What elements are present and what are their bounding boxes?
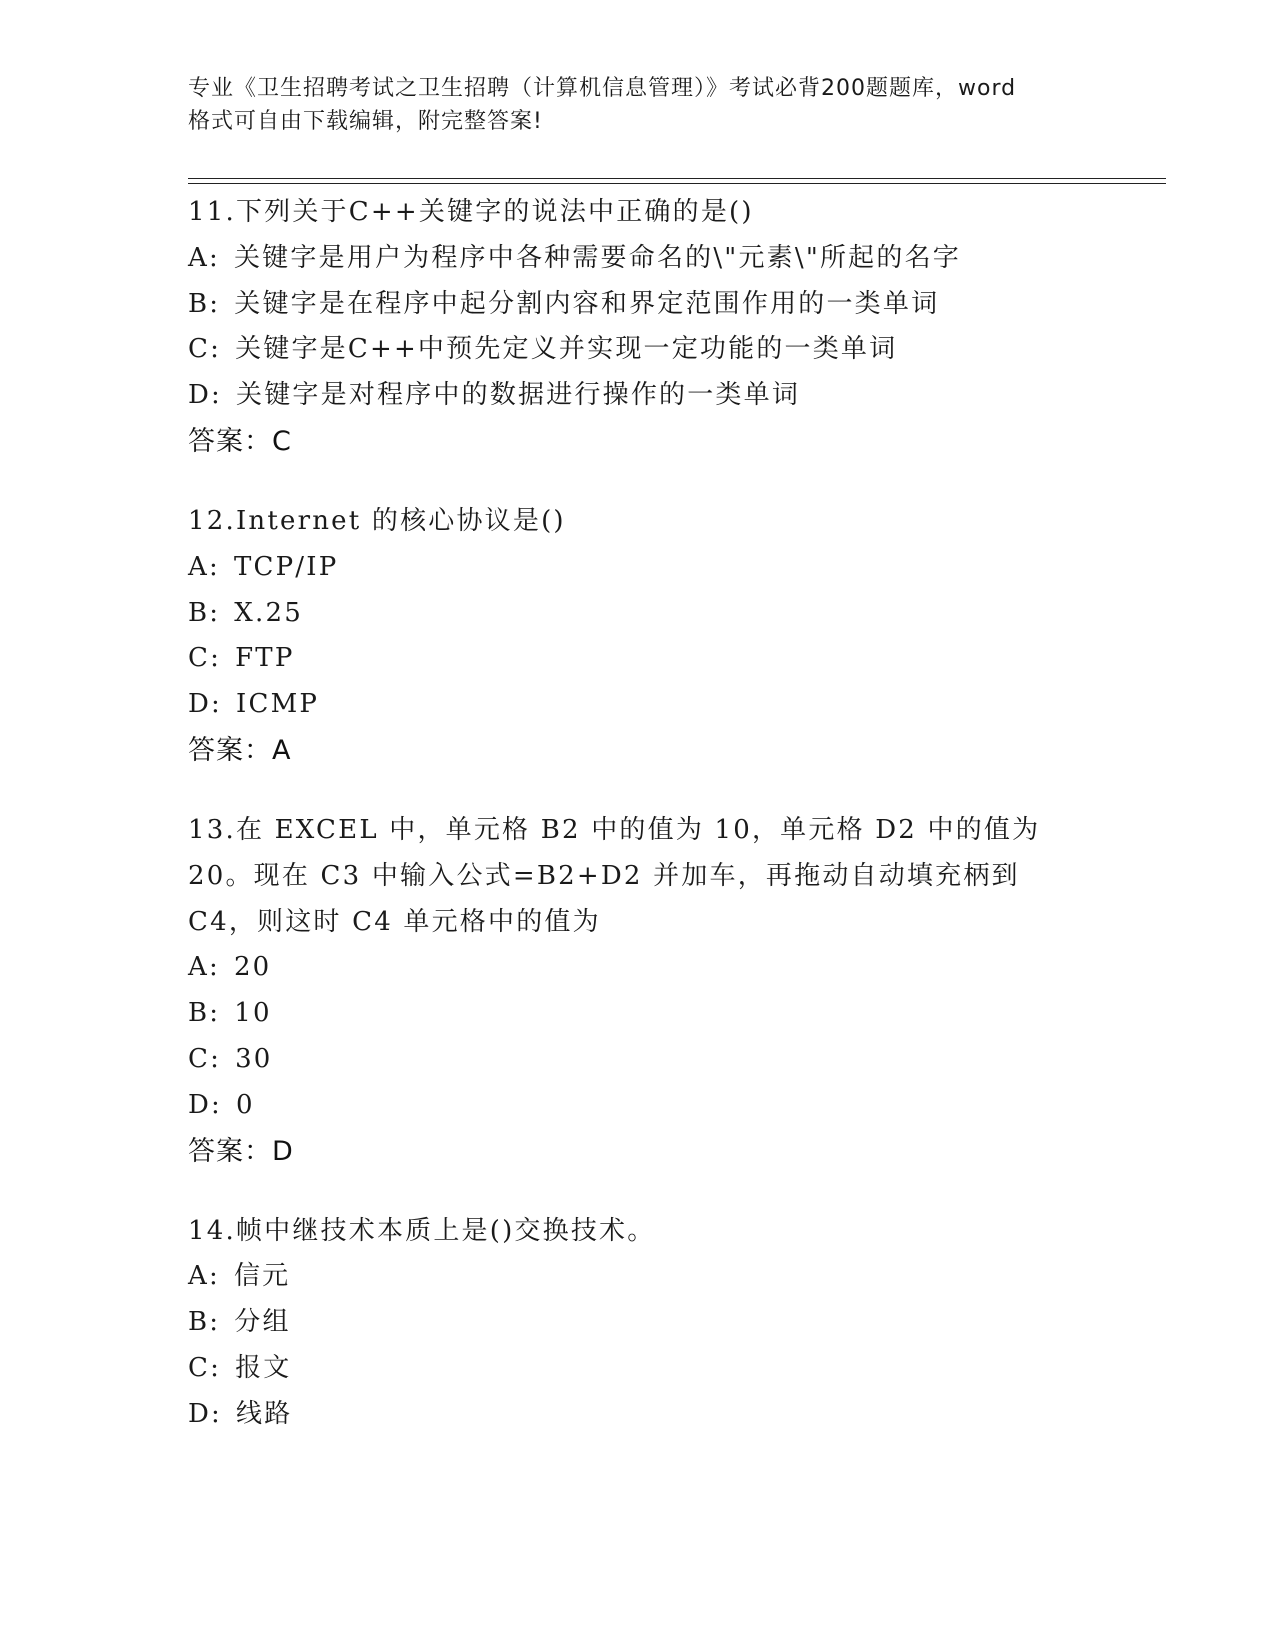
option-a	[188, 545, 1108, 591]
option-text: ICMP	[236, 689, 320, 720]
option-text: 10	[234, 998, 272, 1029]
option-label: B:	[188, 998, 221, 1029]
question-stem: 13.在 EXCEL 中，单元格 B2 中的值为 10，单元格 D2 中的值为 20。现在 C3 中输入公式=B2+D2 并加车，再拖动自动填充柄到 C4，则这时 C4 单元格中的值为	[188, 814, 1051, 937]
option-label: A:	[188, 1261, 220, 1292]
option-text: 关键字是对程序中的数据进行操作的一类单词	[236, 380, 801, 411]
option-text: 分组	[234, 1307, 291, 1338]
option-text: 报文	[235, 1352, 292, 1383]
option-text: FTP	[235, 643, 295, 674]
option-label: A:	[188, 551, 220, 582]
option-text: TCP/IP	[233, 551, 339, 582]
option-text: 线路	[236, 1398, 293, 1429]
question-list	[188, 190, 1108, 1472]
option-text: 0	[236, 1089, 255, 1120]
option-c	[188, 636, 1108, 682]
question-stem: 14.帧中继技术本质上是()交换技术。	[188, 1215, 656, 1246]
option-label: D:	[188, 380, 223, 411]
option-b	[188, 1300, 1108, 1346]
option-label: D:	[188, 1398, 223, 1429]
option-text: 30	[235, 1043, 273, 1074]
option-text: 关键字是在程序中起分割内容和界定范围作用的一类单词	[234, 288, 940, 319]
option-c	[188, 1037, 1108, 1083]
option-text: 关键字是C++中预先定义并实现一定功能的一类单词	[235, 334, 898, 365]
option-c	[188, 1346, 1108, 1392]
option-d	[188, 373, 1108, 419]
option-label: A:	[188, 952, 220, 983]
option-label: C:	[188, 334, 222, 365]
option-text: X.25	[234, 597, 303, 628]
option-d	[188, 1083, 1108, 1129]
option-d	[188, 682, 1108, 728]
option-label: A:	[188, 242, 220, 273]
answer-line: 答案：D	[188, 1135, 294, 1167]
option-label: B:	[188, 597, 221, 628]
option-label: D:	[188, 1089, 223, 1120]
option-d	[188, 1392, 1108, 1438]
answer-line: 答案：A	[188, 734, 292, 766]
option-label: C:	[188, 1352, 222, 1383]
option-label: B:	[188, 288, 221, 319]
question-13	[188, 808, 1108, 1175]
header-divider-bottom	[188, 183, 1166, 184]
option-b	[188, 991, 1108, 1037]
option-label: D:	[188, 689, 223, 720]
header-divider-top	[188, 178, 1166, 179]
option-text: 信元	[233, 1261, 291, 1292]
header-line-1: 专业《卫生招聘考试之卫生招聘（计算机信息管理）》考试必背200题题库，word	[188, 76, 1017, 101]
question-14	[188, 1209, 1108, 1438]
question-stem: 12.Internet 的核心协议是()	[188, 505, 566, 536]
header-line-2: 格式可自由下载编辑，附完整答案!	[188, 109, 543, 134]
option-label: C:	[188, 1043, 222, 1074]
option-b	[188, 591, 1108, 637]
document-header	[188, 72, 1088, 138]
option-label: B:	[188, 1307, 221, 1338]
question-11	[188, 190, 1108, 465]
option-a	[188, 236, 1108, 282]
option-text: 20	[233, 952, 272, 983]
option-label: C:	[188, 643, 222, 674]
option-c	[188, 327, 1108, 373]
option-a	[188, 945, 1108, 991]
option-b	[188, 282, 1108, 328]
option-a	[188, 1254, 1108, 1300]
question-stem: 11.下列关于C++关键字的说法中正确的是()	[188, 197, 754, 227]
option-text: 关键字是用户为程序中各种需要命名的\"元素\"所起的名字	[233, 242, 961, 273]
answer-line: 答案：C	[188, 425, 292, 457]
question-12	[188, 499, 1108, 774]
